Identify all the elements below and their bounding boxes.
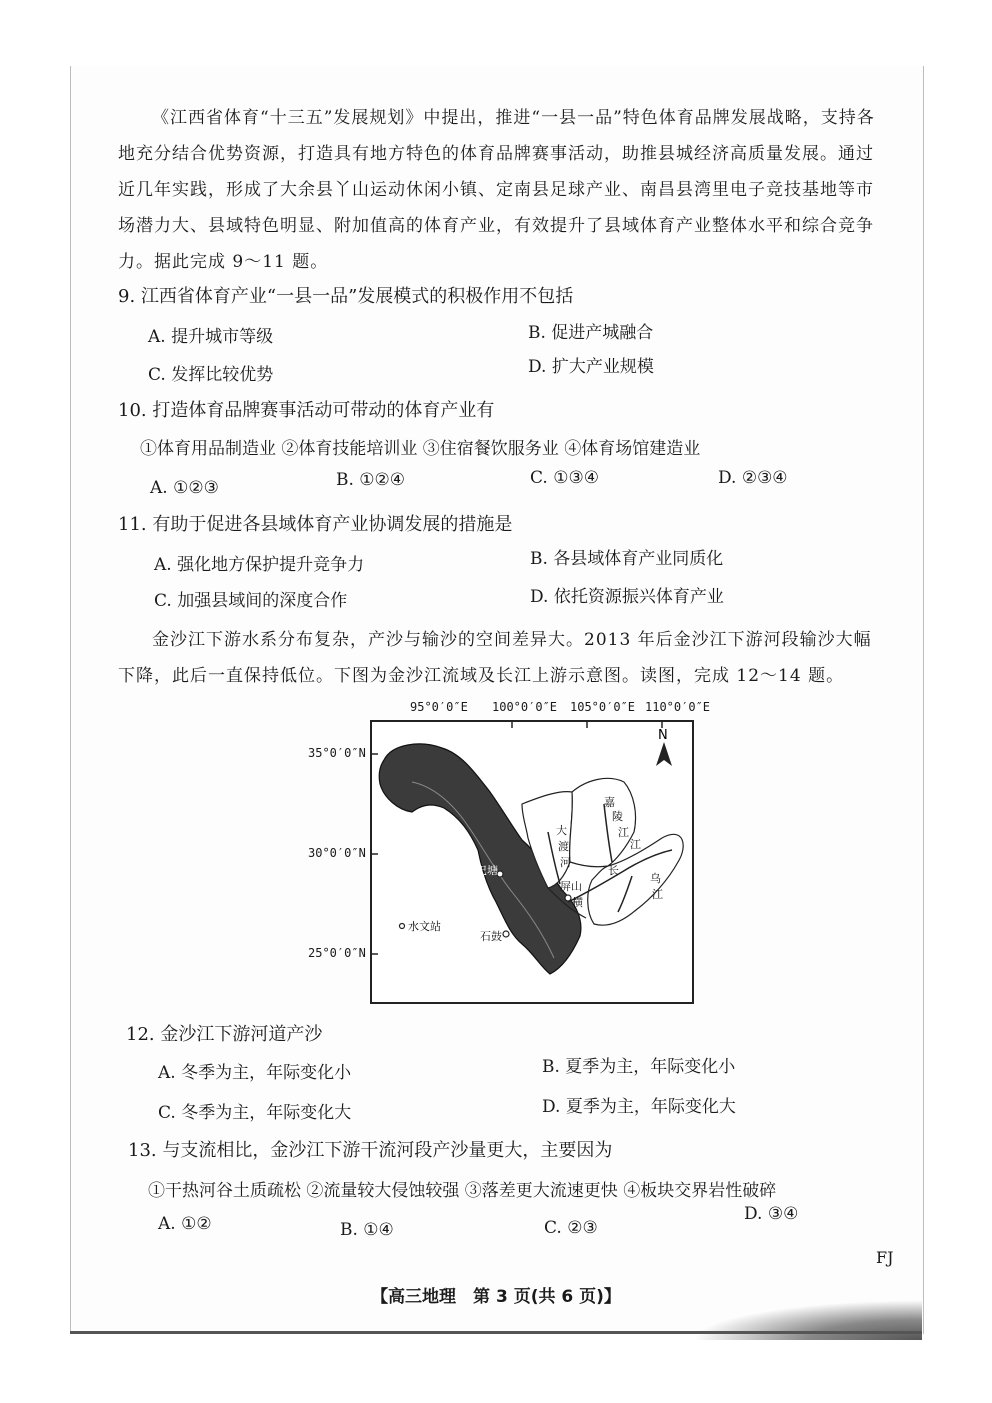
intro-paragraph-2: 金沙江下游水系分布复杂，产沙与输沙的空间差异大。2013 年后金沙江下游河段输沙大幅下降，此后一直保持低位。下图为金沙江流域及长江上游示意图。读图，完成 12～14 题。 xyxy=(118,630,872,686)
map-label: 巴塘 xyxy=(476,864,498,877)
question-13-stem: 13. 与支流相比，金沙江下游干流河段产沙量更大，主要因为 xyxy=(128,1140,613,1161)
question-11-stem: 11. 有助于促进各县域体育产业协调发展的措施是 xyxy=(118,514,513,535)
q13-option-b: B. ①④ xyxy=(340,1220,394,1240)
q11-option-a: A. 强化地方保护提升竞争力 xyxy=(154,555,365,575)
legend-label: 水文站 xyxy=(408,920,441,933)
q13-option-a: A. ①② xyxy=(158,1214,212,1234)
q10-items: ①体育用品制造业 ②体育技能培训业 ③住宿餐饮服务业 ④体育场馆建造业 xyxy=(140,439,701,459)
map-label: 乌 xyxy=(650,872,661,885)
north-label: N xyxy=(658,728,668,743)
q13-option-c: C. ②③ xyxy=(544,1218,598,1238)
q9-option-c: C. 发挥比较优势 xyxy=(148,365,274,385)
scan-bottom-edge xyxy=(70,1331,922,1334)
q9-option-b: B. 促进产城融合 xyxy=(528,323,654,343)
map-label: 河 xyxy=(560,856,571,869)
lon-label: 105°0′0″E xyxy=(570,700,636,714)
lat-label: 25°0′0″N xyxy=(308,946,366,960)
basin-map xyxy=(370,720,694,1004)
map-label: 江 xyxy=(652,888,663,901)
lat-label: 30°0′0″N xyxy=(308,846,366,860)
q9-option-a: A. 提升城市等级 xyxy=(148,327,274,347)
question-10-stem: 10. 打造体育品牌赛事活动可带动的体育产业有 xyxy=(118,400,495,421)
q10-option-c: C. ①③④ xyxy=(530,468,599,488)
q11-option-d: D. 依托资源振兴体育产业 xyxy=(530,587,724,607)
map-label: 大 xyxy=(556,824,567,837)
lat-label: 35°0′0″N xyxy=(308,746,366,760)
page-footer: 【高三地理 第 3 页(共 6 页)】 xyxy=(371,1287,621,1307)
map-label: 江 xyxy=(630,838,641,851)
lon-label: 100°0′0″E xyxy=(492,700,558,714)
q13-option-d: D. ③④ xyxy=(744,1204,799,1224)
map-label: 江 xyxy=(618,826,629,839)
q13-items: ①干热河谷土质疏松 ②流量较大侵蚀较强 ③落差更大流速更快 ④板块交界岩性破碎 xyxy=(148,1181,777,1201)
lon-label: 110°0′0″E xyxy=(645,700,711,714)
scan-shadow xyxy=(692,1300,922,1340)
q11-option-b: B. 各县域体育产业同质化 xyxy=(530,549,724,569)
map-label: 横 xyxy=(572,896,583,909)
north-arrow-icon xyxy=(656,742,672,766)
intro-paragraph-1: 《江西省体育“十三五”发展规划》中提出，推进“一县一品”特色体育品牌发展战略，支持各地充分结合优势资源，打造具有地方特色的体育品牌赛事活动，助推县城经济高质量发展。通过近几年实践，形成了大余县丫山运动休闲小镇、定南县足球产业、南昌县湾里电子竞技基地等市场潜力大、县域特色明显、附加值高的体育产业，有效提升了县域体育产业整体水平和综合竞争力。据此完成 9～11 题。 xyxy=(118,108,875,272)
map-label: 石鼓 xyxy=(480,930,502,943)
question-9-stem: 9. 江西省体育产业“一县一品”发展模式的积极作用不包括 xyxy=(118,286,574,307)
basin-map-drawing xyxy=(372,722,692,1002)
map-label: 长 xyxy=(608,864,619,877)
q10-option-a: A. ①②③ xyxy=(150,478,219,498)
q12-option-d: D. 夏季为主，年际变化大 xyxy=(542,1097,736,1117)
q11-option-c: C. 加强县域间的深度合作 xyxy=(154,591,348,611)
map-label: 屏山 xyxy=(560,880,582,893)
q10-option-b: B. ①②④ xyxy=(336,470,406,490)
lon-label: 95°0′0″E xyxy=(410,700,468,714)
q12-option-a: A. 冬季为主，年际变化小 xyxy=(158,1063,352,1083)
corner-mark: FJ xyxy=(876,1248,894,1267)
map-label: 渡 xyxy=(558,840,569,853)
jialing-basin xyxy=(570,778,636,866)
map-label: 嘉 xyxy=(604,796,615,809)
q12-option-b: B. 夏季为主，年际变化小 xyxy=(542,1057,736,1077)
question-12-stem: 12. 金沙江下游河道产沙 xyxy=(126,1024,323,1045)
q10-option-d: D. ②③④ xyxy=(718,468,788,488)
q9-option-d: D. 扩大产业规模 xyxy=(528,357,654,377)
q12-option-c: C. 冬季为主，年际变化大 xyxy=(158,1103,352,1123)
map-label: 陵 xyxy=(612,810,623,823)
